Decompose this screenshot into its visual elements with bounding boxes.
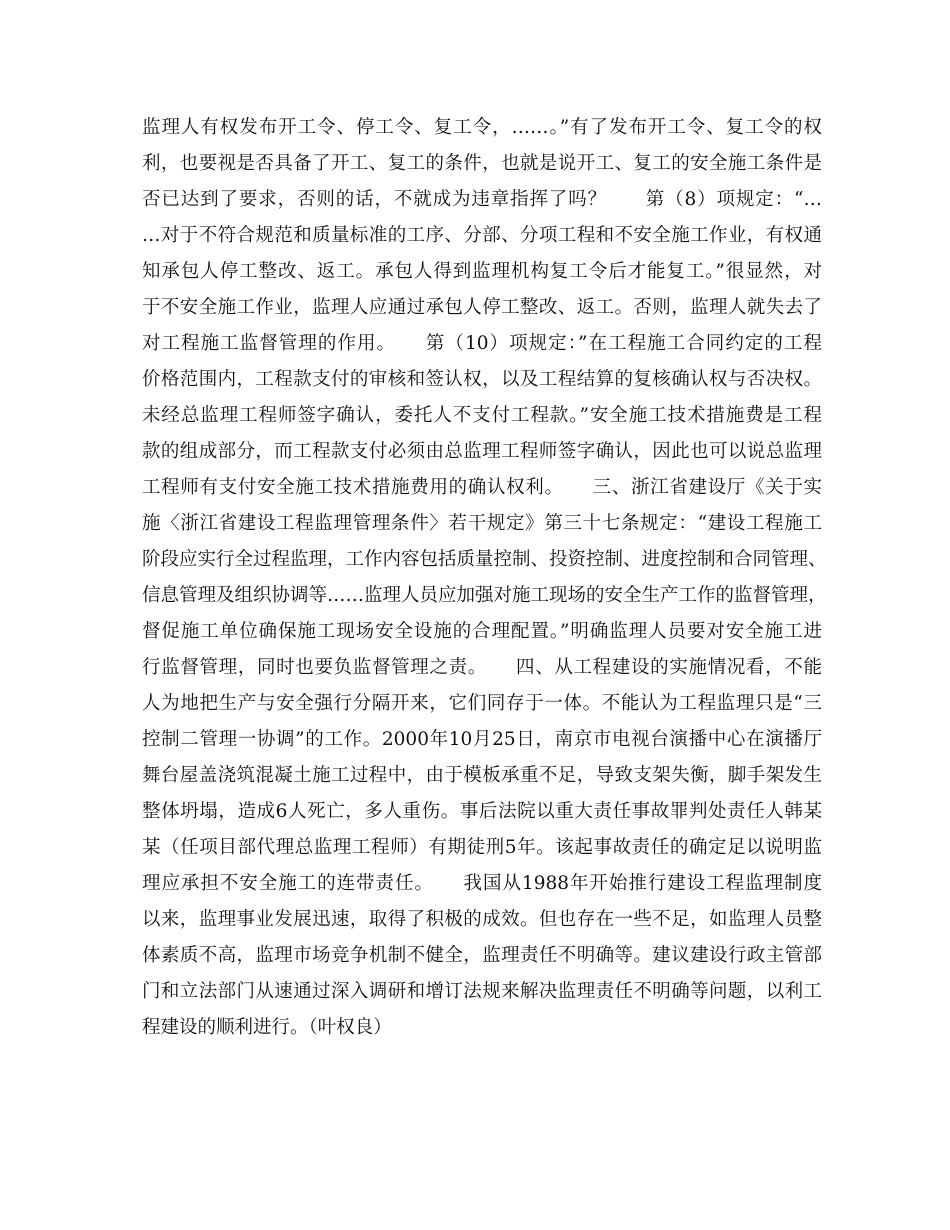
text-line: 信息管理及组织协调等……监理人员应加强对施工现场的安全生产工作的监督管理，	[142, 585, 827, 606]
text-line: 利，也要视是否具备了开工、复工的条件，也就是说开工、复工的安全施工条件是	[142, 153, 822, 174]
text-line: 以来，监理事业发展迅速，取得了积极的成效。但也存在一些不足，如监理人员整	[142, 909, 822, 930]
text-line: 舞台屋盖浇筑混凝土施工过程中，由于模板承重不足，导致支架失衡，脚手架发生	[142, 765, 822, 786]
text-line: 施〈浙江省建设工程监理管理条件〉若干规定》第三十七条规定：“建设工程施工	[142, 513, 822, 534]
text-line: 工程师有支付安全施工技术措施费用的确认权利。 三、浙江省建设厅《关于实	[142, 477, 822, 498]
text-line: 监理人有权发布开工令、停工令、复工令，……。”有了发布开工令、复工令的权	[142, 117, 822, 138]
text-line: 人为地把生产与安全强行分隔开来，它们同存于一体。不能认为工程监理只是“三	[142, 693, 822, 714]
text-line: 款的组成部分，而工程款支付必须由总监理工程师签字确认，因此也可以说总监理	[142, 441, 822, 462]
text-line: 体素质不高，监理市场竞争机制不健全，监理责任不明确等。建议建设行政主管部	[142, 945, 822, 966]
text-line: 行监督管理，同时也要负监督管理之责。 四、从工程建设的实施情况看，不能	[142, 657, 822, 678]
text-line: 某（任项目部代理总监理工程师）有期徒刑5年。该起事故责任的确定足以说明监	[142, 837, 822, 858]
text-line: 控制二管理一协调”的工作。2000年10月25日，南京市电视台演播中心在演播厅	[142, 729, 822, 750]
text-line: 门和立法部门从速通过深入调研和增订法规来解决监理责任不明确等问题，以利工	[142, 981, 822, 1002]
text-line: …对于不符合规范和质量标准的工序、分部、分项工程和不安全施工作业，有权通	[142, 225, 822, 246]
text-line: 对工程施工监督管理的作用。 第（10）项规定：”在工程施工合同约定的工程	[142, 333, 822, 354]
text-line: 未经总监理工程师签字确认，委托人不支付工程款。”安全施工技术措施费是工程	[142, 405, 822, 426]
text-line: 于不安全施工作业，监理人应通过承包人停工整改、返工。否则，监理人就失去了	[142, 297, 822, 318]
body-text	[142, 110, 827, 1046]
text-line: 督促施工单位确保施工现场安全设施的合理配置。”明确监理人员要对安全施工进	[142, 621, 822, 642]
text-line-last: 程建设的顺利进行。（叶权良）	[142, 1017, 392, 1038]
text-line: 整体坍塌，造成6人死亡，多人重伤。事后法院以重大责任事故罪判处责任人韩某	[142, 801, 822, 822]
text-line: 价格范围内，工程款支付的审核和签认权，以及工程结算的复核确认权与否决权。	[142, 369, 822, 390]
text-line: 阶段应实行全过程监理，工作内容包括质量控制、投资控制、进度控制和合同管理、	[142, 549, 827, 570]
text-line: 理应承担不安全施工的连带责任。 我国从1988年开始推行建设工程监理制度	[142, 873, 822, 894]
text-line: 否已达到了要求，否则的话，不就成为违章指挥了吗？ 第（8）项规定：“…	[142, 189, 822, 210]
text-line: 知承包人停工整改、返工。承包人得到监理机构复工令后才能复工。”很显然，对	[142, 261, 822, 282]
